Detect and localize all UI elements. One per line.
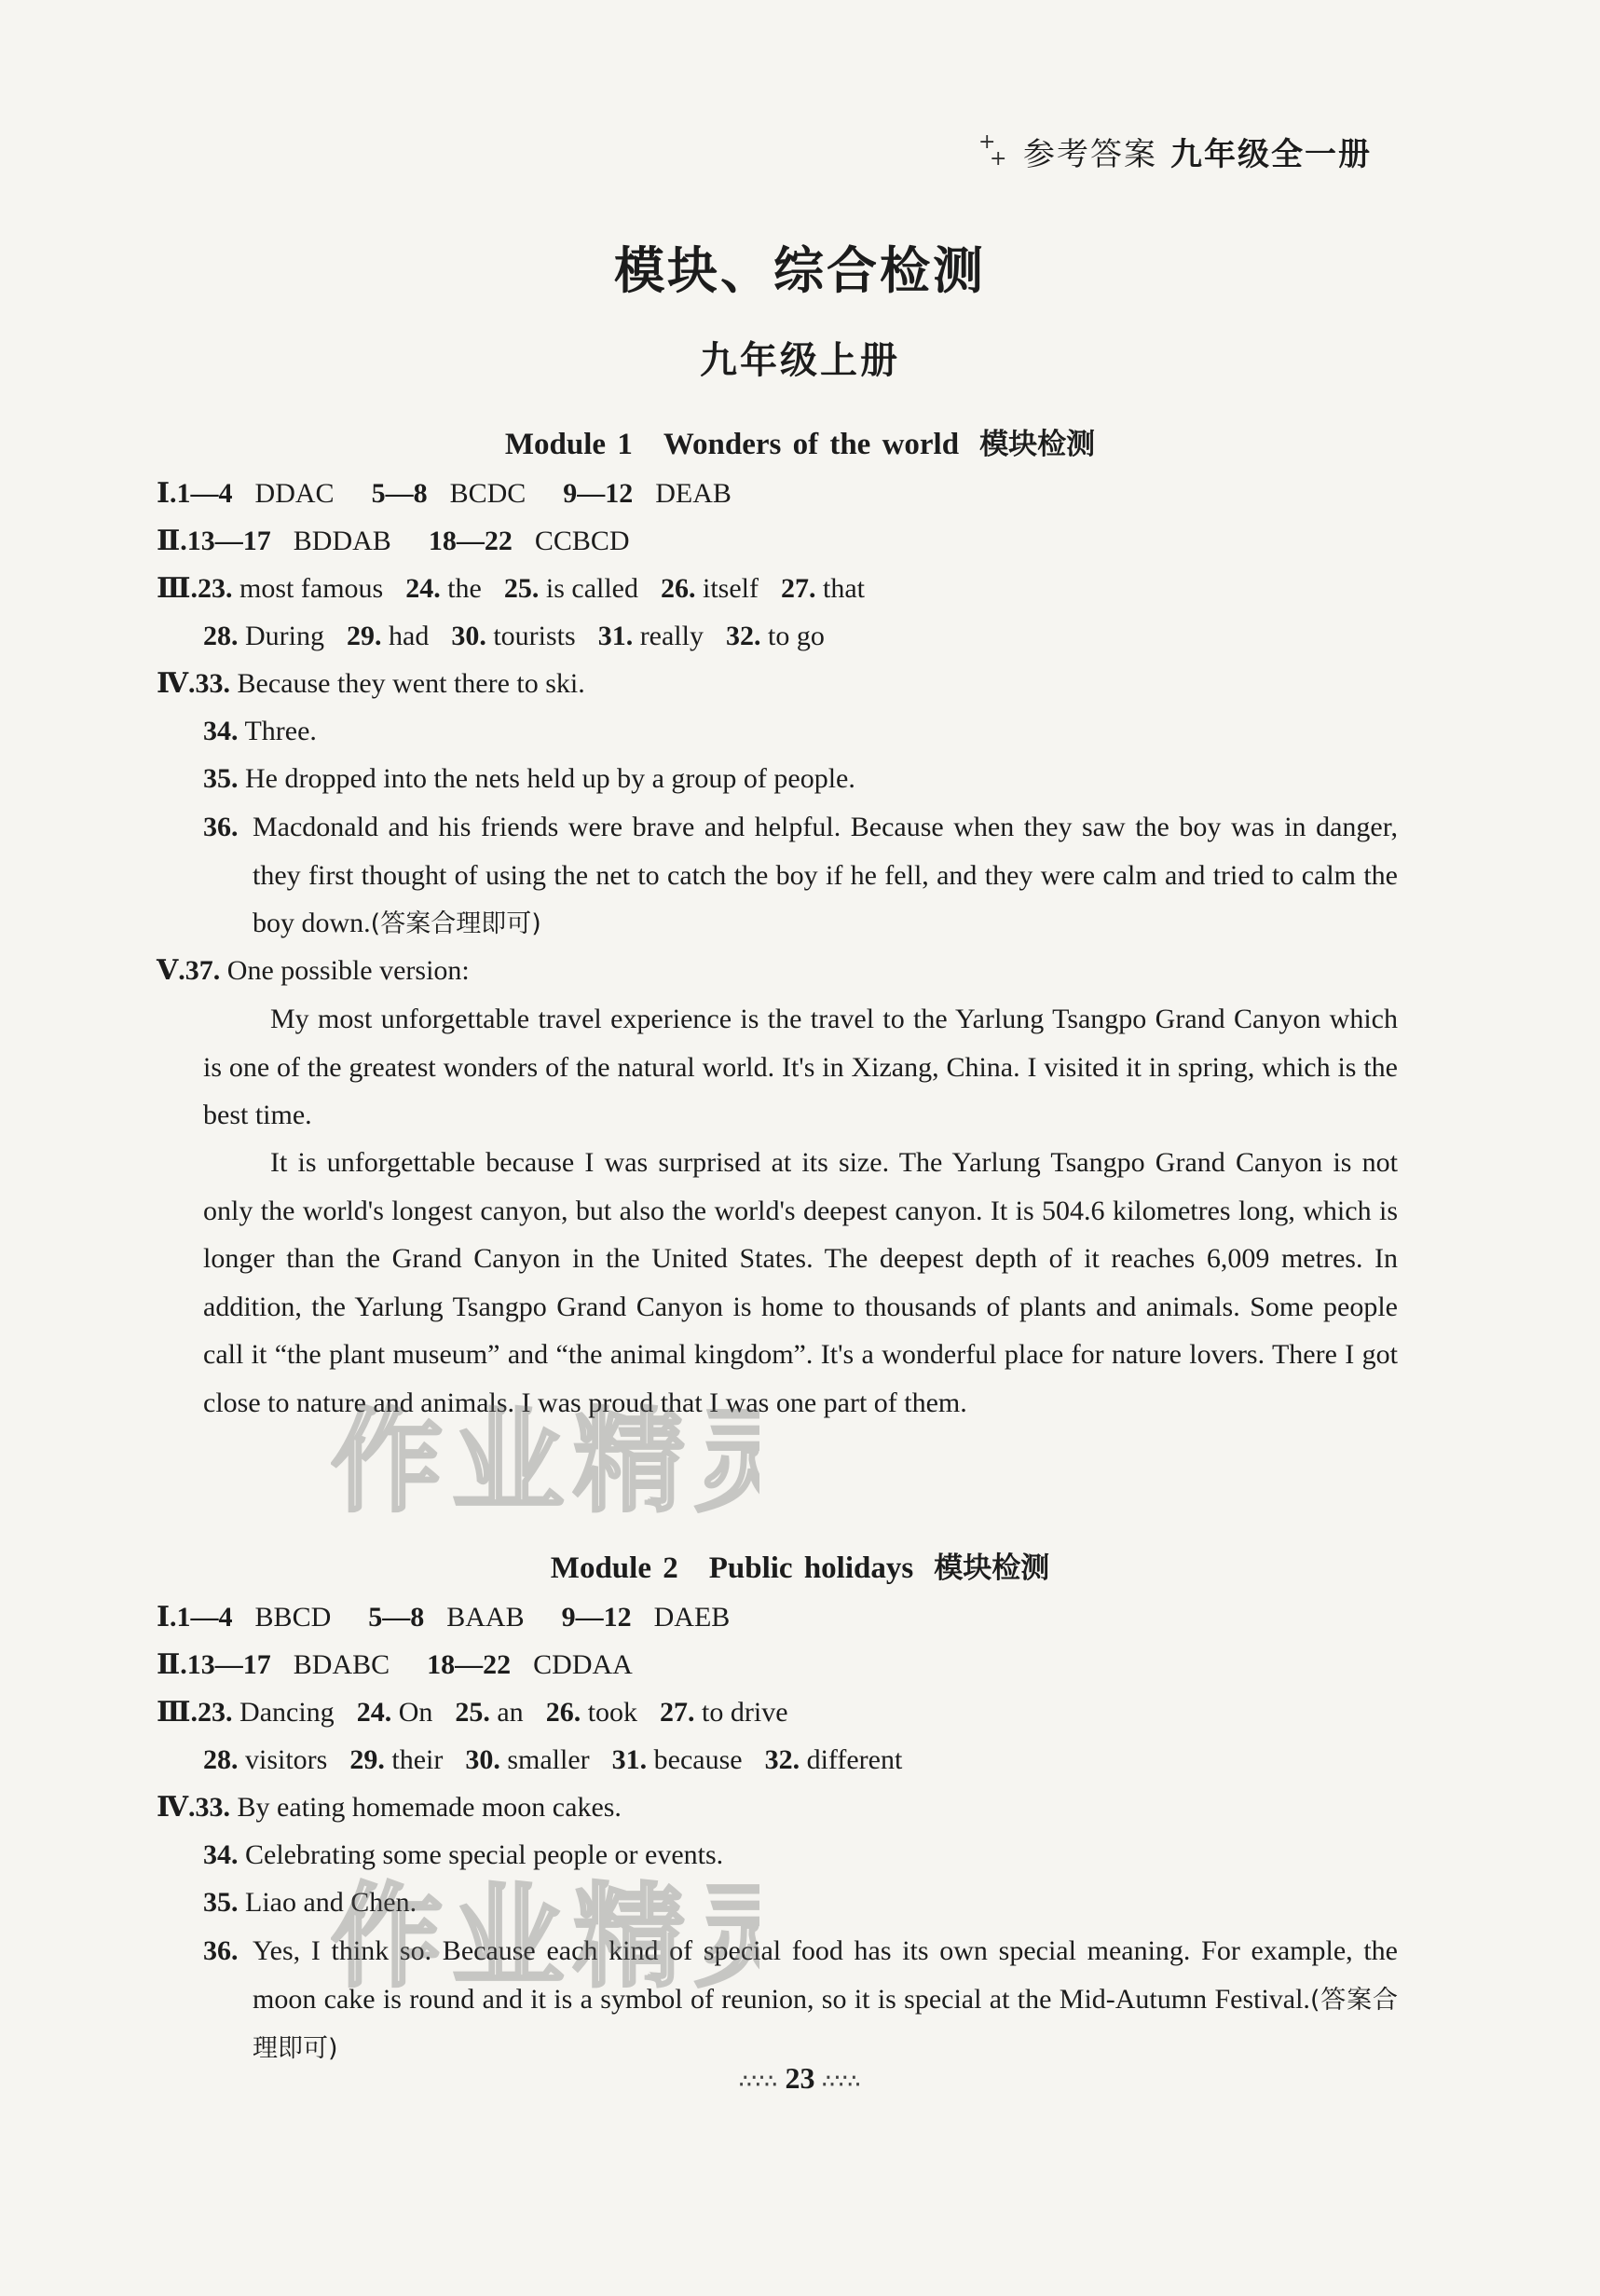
item-answer: itself	[703, 573, 759, 604]
dots-right-icon: ∴∵∴	[822, 2071, 861, 2093]
item-num: 28.	[203, 621, 239, 651]
item-num: 34.	[203, 716, 239, 746]
watermark-logo	[331, 1388, 759, 1557]
watermark-image-icon	[331, 1864, 759, 2003]
section-num: Ⅱ.	[157, 526, 187, 556]
range: 18—22	[427, 1649, 512, 1680]
answers: DAEB	[653, 1602, 731, 1633]
range: 13—17	[186, 1649, 271, 1680]
range: 5—8	[371, 478, 428, 509]
item-answer: By eating homemade moon cakes.	[237, 1792, 622, 1823]
section-num: Ⅳ.	[157, 668, 196, 699]
item-answer: most famous	[239, 573, 384, 604]
range: 18—22	[428, 526, 513, 556]
item-num: 29.	[347, 621, 382, 651]
section-num: Ⅲ.	[157, 573, 198, 604]
answer-note: (答案合理即可)	[370, 909, 541, 938]
item-num: 30.	[465, 1744, 500, 1775]
item-answer: that	[823, 573, 866, 604]
svg-text:作业精灵: 作业精	[331, 1398, 694, 1527]
item-answer: to drive	[702, 1697, 788, 1728]
item-answer: Macdonald and his friends were brave and helpful. Because when they saw the boy was in danger, they first thought of using the net to catch the boy if he fell, and they were calm and tried to calm the boy down.	[253, 812, 1398, 938]
item-num: 36.	[203, 812, 239, 842]
item-num: 23.	[198, 1697, 233, 1728]
m1-essay-paragraph-1: My most unforgettable travel experience is the travel to the Yarlung Tsangpo Grand Canyon which is one of the greatest wonders of the natural world. It's in Xizang, China. I visited it in spring, which is the best time.	[203, 1004, 1398, 1130]
item-num: 30.	[451, 621, 486, 651]
m1-essay-paragraph-2: It is unforgettable because I was surprised at its size. The Yarlung Tsangpo Grand Canyon is not only the world's longest canyon, but also the world's deepest canyon. It is 504.6 kilometres long, which is longer than the Grand Canyon in the United States. The deepest depth of it reaches 6,009 metres. In addition, the Yarlung Tsangpo Grand Canyon is home to thousands of plants and animals. Some people call it “the plant museum” and “the animal kingdom”. It's a wonderful place for nature lovers. There I got close to nature and animals. I was proud that I was one part of them.	[203, 1147, 1398, 1418]
answers: DDAC	[254, 478, 335, 509]
answers: BDDAB	[293, 526, 391, 556]
range: 1—4	[176, 478, 233, 509]
m2-section-3-row2	[203, 1743, 902, 1777]
item-answer: visitors	[245, 1744, 328, 1775]
m1-q36-num	[203, 811, 239, 844]
item-num: 24.	[356, 1697, 392, 1728]
sparkle-icon: + +	[978, 130, 1007, 171]
module1-title-en: Module 1 Wonders of the world	[504, 428, 960, 461]
answers: BBCD	[254, 1602, 332, 1633]
m1-section-1	[157, 477, 732, 511]
item-answer: Three.	[244, 716, 317, 746]
item-answer: He dropped into the nets held up by a group of people.	[245, 763, 855, 794]
item-answer: Celebrating some special people or events.	[245, 1839, 724, 1870]
item-num: 25.	[503, 573, 540, 604]
module1-title-cn: 模块检测	[979, 428, 1096, 461]
item-num: 23.	[198, 573, 233, 604]
m1-q33	[157, 667, 585, 701]
item-num: 24.	[405, 573, 441, 604]
section-num: Ⅴ.	[157, 955, 185, 986]
m1-section-3-row2	[203, 620, 825, 653]
section-num: Ⅲ.	[157, 1697, 198, 1728]
item-answer: On	[398, 1697, 433, 1728]
range: 5—8	[368, 1602, 425, 1633]
item-answer: Liao and Chen.	[245, 1887, 417, 1918]
answers: DEAB	[655, 478, 732, 509]
item-answer: Because they went there to ski.	[237, 668, 585, 699]
m1-section-3-row1	[157, 572, 865, 606]
item-answer: Yes, I think so. Because each kind of special food has its own special meaning. For example, the moon cake is round and it is a symbol of reunion, so it is special at the Mid-Autumn Festival.	[253, 1935, 1398, 2015]
range: 1—4	[176, 1602, 233, 1633]
item-answer: different	[806, 1744, 903, 1775]
range: 13—17	[186, 526, 271, 556]
item-num: 37.	[185, 955, 221, 986]
item-answer: an	[497, 1697, 524, 1728]
item-answer: had	[389, 621, 430, 651]
watermark-logo	[331, 1864, 759, 2032]
item-num: 25.	[455, 1697, 490, 1728]
page-number: 23	[785, 2061, 815, 2095]
item-num: 27.	[660, 1697, 695, 1728]
page-footer	[0, 2061, 1600, 2096]
item-num: 26.	[545, 1697, 581, 1728]
answer-note: (答案合理即可)	[253, 1985, 1398, 2063]
item-answer: smaller	[507, 1744, 590, 1775]
item-num: 32.	[764, 1744, 800, 1775]
item-num: 31.	[611, 1744, 648, 1775]
item-num: 35.	[203, 763, 239, 794]
item-num: 36.	[203, 1935, 239, 1966]
item-answer: the	[447, 573, 482, 604]
item-answer: their	[391, 1744, 444, 1775]
answers: CCBCD	[534, 526, 630, 556]
module1-title	[0, 419, 1600, 463]
item-answer: Dancing	[239, 1697, 335, 1728]
m1-q35	[203, 762, 855, 796]
dots-left-icon: ∴∵∴	[739, 2071, 778, 2093]
m2-section-3-row1	[157, 1696, 788, 1729]
answers: BDABC	[293, 1649, 390, 1680]
item-answer: is called	[545, 573, 639, 604]
section-num: Ⅳ.	[157, 1792, 196, 1823]
answers: BAAB	[446, 1602, 525, 1633]
m1-q34	[203, 715, 317, 748]
item-num: 35.	[203, 1887, 239, 1918]
item-answer: took	[587, 1697, 638, 1728]
range: 9—12	[561, 1602, 632, 1633]
m1-q36-answer	[253, 803, 1398, 949]
m1-q37-lead	[157, 954, 470, 988]
item-num: 27.	[781, 573, 816, 604]
answers: BCDC	[449, 478, 526, 509]
item-num: 29.	[349, 1744, 385, 1775]
page-title: 模块、综合检测	[614, 241, 986, 300]
item-num: 28.	[203, 1744, 239, 1775]
item-num: 33.	[195, 668, 231, 699]
watermark-image-icon	[331, 1388, 759, 1528]
module2-title-cn: 模块检测	[934, 1551, 1050, 1585]
m2-q36-num	[203, 1934, 239, 1968]
item-num: 33.	[195, 1792, 231, 1823]
item-answer: to go	[767, 621, 825, 651]
item-answer: During	[245, 621, 324, 651]
m2-section-1	[157, 1601, 730, 1634]
header-answer-label: 参考答案	[1023, 136, 1157, 173]
header-grade-label: 九年级全一册	[1170, 136, 1372, 173]
item-answer: because	[653, 1744, 743, 1775]
item-num: 32.	[725, 621, 761, 651]
item-answer: really	[639, 621, 704, 651]
item-answer: One possible version:	[226, 955, 470, 986]
item-answer: tourists	[493, 621, 576, 651]
page-header	[978, 129, 1372, 174]
module2-title	[0, 1543, 1600, 1587]
range: 9—12	[563, 478, 634, 509]
section-num: Ⅰ.	[157, 478, 177, 509]
item-num: 34.	[203, 1839, 239, 1870]
m2-section-2	[157, 1648, 633, 1682]
section-num: Ⅱ.	[157, 1649, 187, 1680]
svg-text:作业精灵: 作业精	[331, 1873, 694, 2002]
m2-q33	[157, 1791, 622, 1824]
item-num: 26.	[661, 573, 696, 604]
item-num: 31.	[597, 621, 634, 651]
page-subtitle: 九年级上册	[700, 339, 900, 382]
section-num: Ⅰ.	[157, 1602, 177, 1633]
m1-section-2	[157, 525, 630, 558]
answers: CDDAA	[533, 1649, 633, 1680]
module2-title-en: Module 2 Public holidays	[550, 1551, 914, 1585]
